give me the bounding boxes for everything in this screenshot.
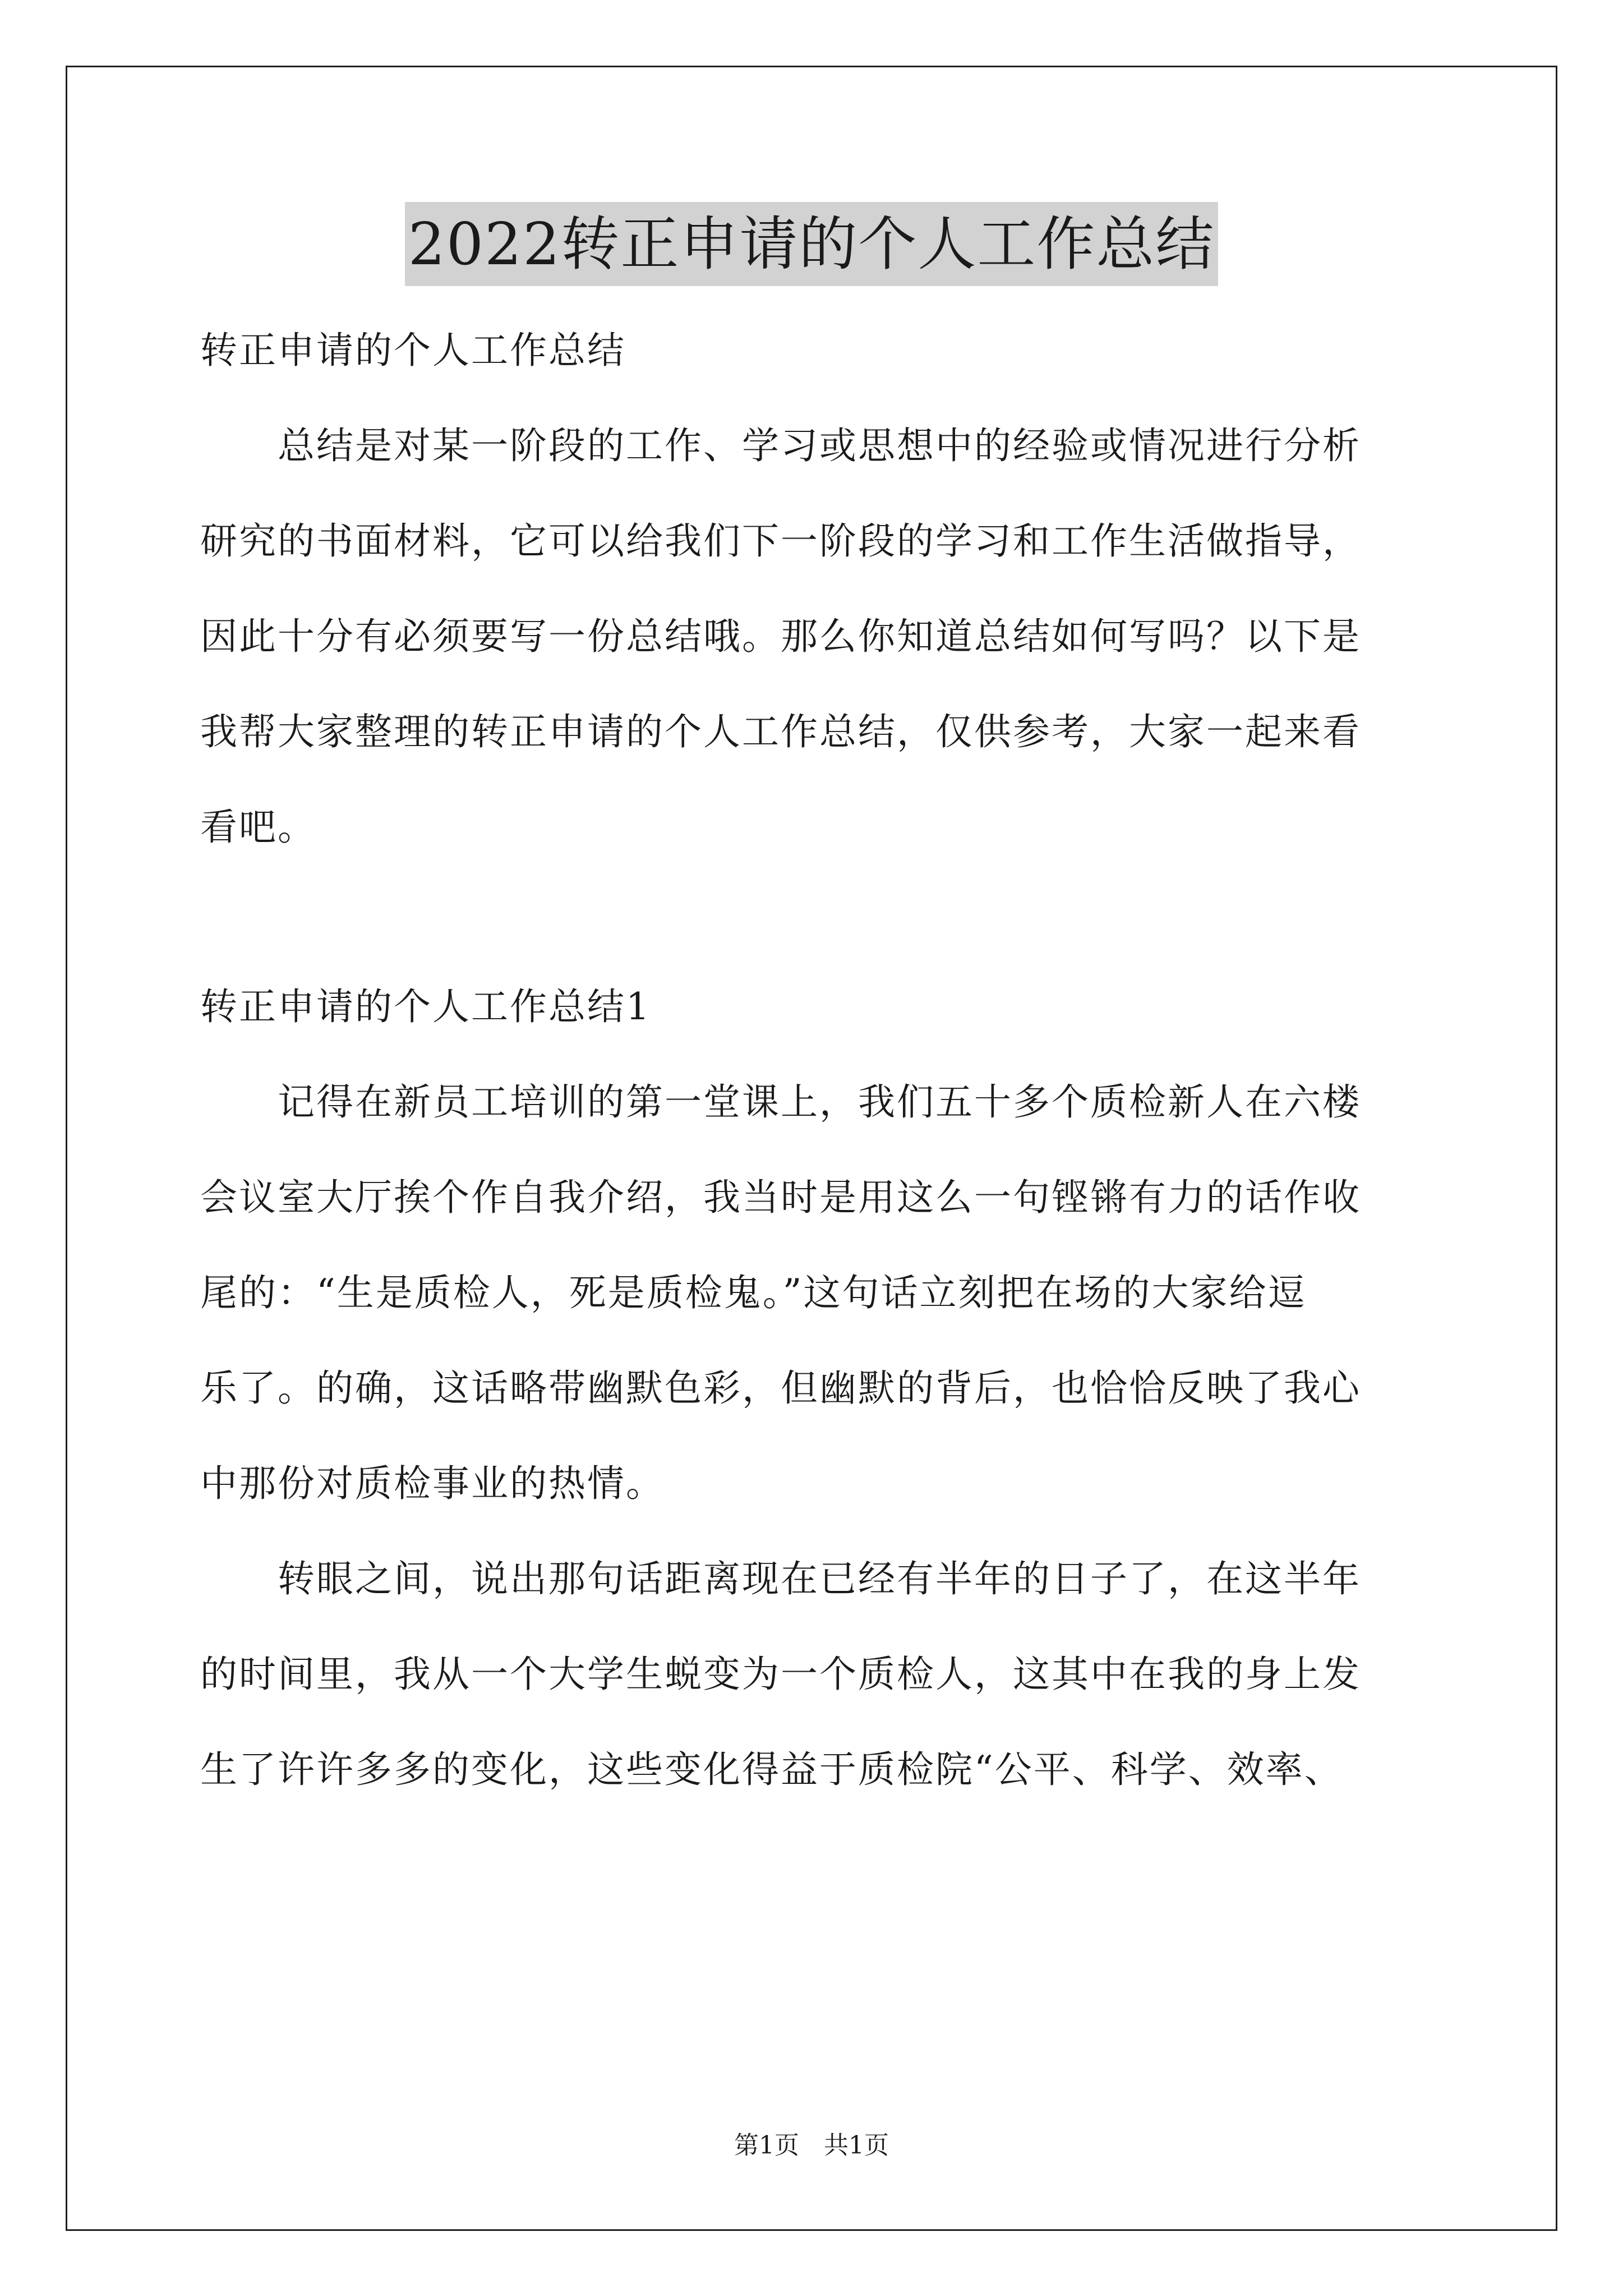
intro-line-5: 看吧。	[200, 806, 316, 849]
intro-line-4: 我帮大家整理的转正申请的个人工作总结，仅供参考，大家一起来看	[200, 710, 1361, 753]
title-container	[0, 202, 1623, 286]
intro-line-1: 总结是对某一阶段的工作、学习或思想中的经验或情况进行分析	[200, 424, 1361, 467]
para1-line-2: 会议室大厅挨个作自我介绍，我当时是用这么一句铿锵有力的话作收	[200, 1176, 1361, 1219]
para1-line-5: 中那份对质检事业的热情。	[200, 1462, 665, 1505]
para1-line-3: 尾的：“生是质检人，死是质检鬼。”这句话立刻把在场的大家给逗	[200, 1271, 1307, 1314]
intro-line-3: 因此十分有必须要写一份总结哦。那么你知道总结如何写吗？以下是	[200, 615, 1361, 658]
para2-line-2: 的时间里，我从一个大学生蜕变为一个质检人，这其中在我的身上发	[200, 1653, 1361, 1696]
para2-line-1: 转眼之间，说出那句话距离现在已经有半年的日子了，在这半年	[200, 1557, 1361, 1600]
document-body	[200, 303, 1434, 1818]
section-gap	[200, 875, 1434, 959]
para1-line-4: 乐了。的确，这话略带幽默色彩，但幽默的背后，也恰恰反映了我心	[200, 1366, 1361, 1410]
para2-line-3: 生了许许多多的变化，这些变化得益于质检院“公平、科学、效率、	[200, 1748, 1343, 1791]
document-title: 2022转正申请的个人工作总结	[405, 202, 1219, 286]
intro-line-2: 研究的书面材料，它可以给我们下一阶段的学习和工作生活做指导，	[200, 519, 1361, 563]
para1-line-1: 记得在新员工培训的第一堂课上，我们五十多个质检新人在六楼	[200, 1080, 1361, 1124]
page-footer: 第1页 共1页	[734, 2131, 889, 2160]
section-heading: 转正申请的个人工作总结1	[200, 985, 651, 1028]
document-heading: 转正申请的个人工作总结	[200, 329, 626, 372]
